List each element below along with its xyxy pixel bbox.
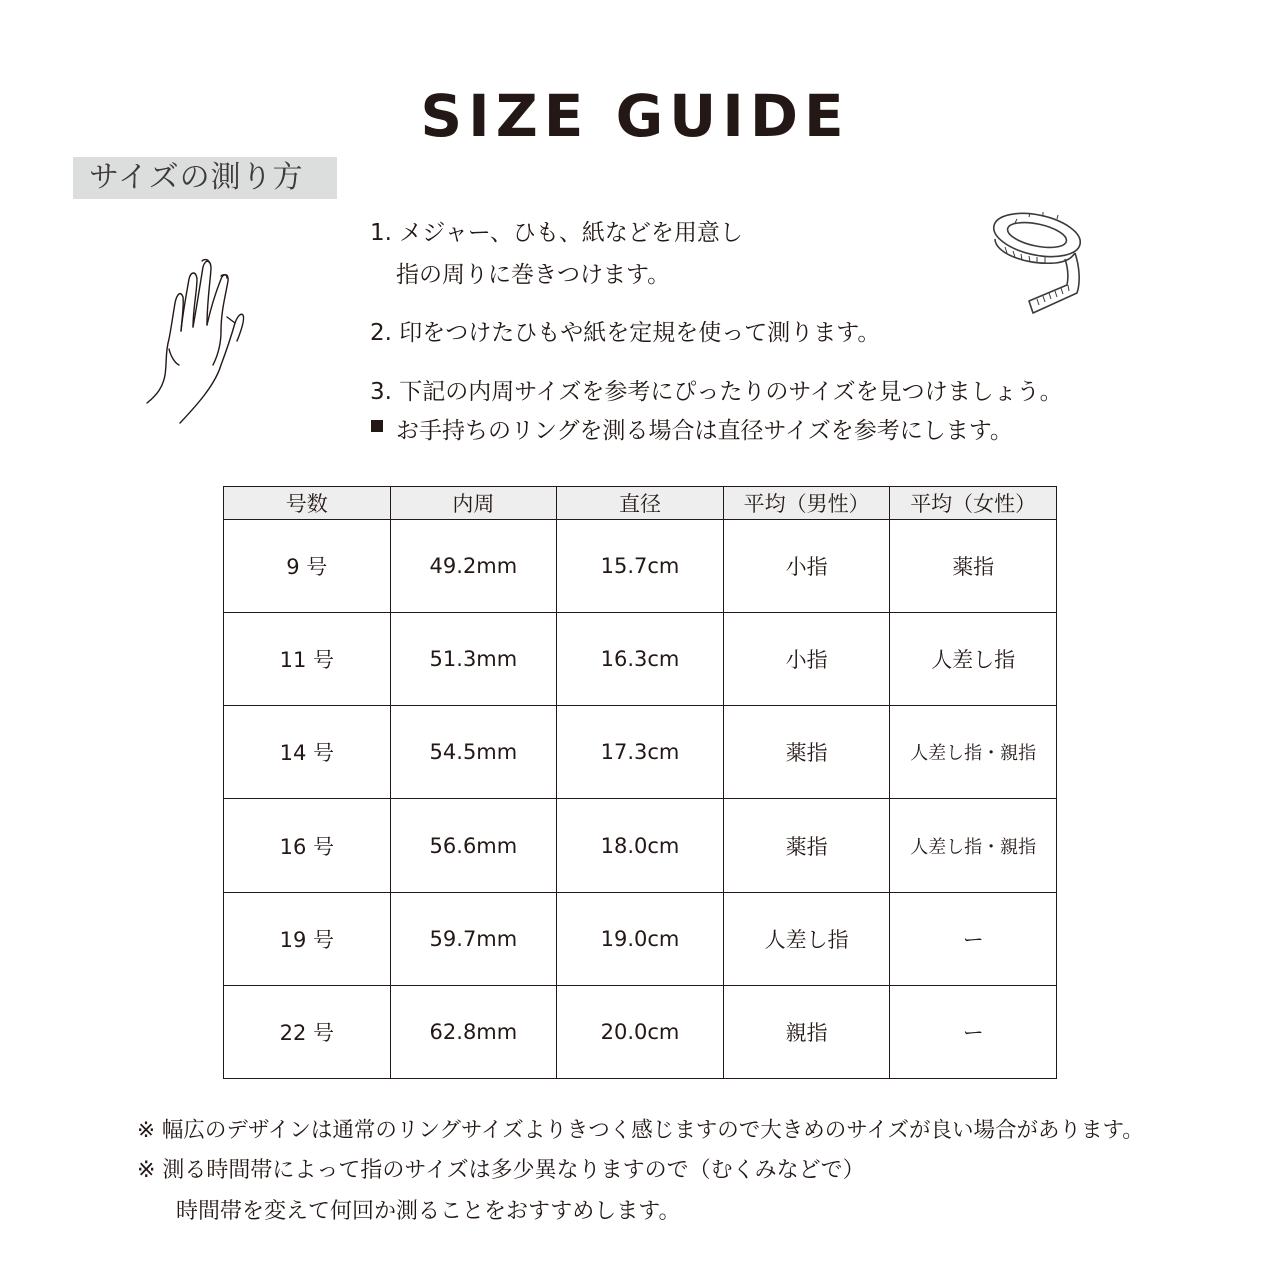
header-size-number: 号数 (224, 487, 391, 520)
table-row (224, 520, 1057, 613)
cell-diameter: 16.3cm (557, 613, 724, 706)
footnote-wide-design: ※ 幅広のデザインは通常のリングサイズよりきつく感じますので大きめのサイズが良い場合があります。 (137, 1118, 1144, 1143)
cell-male-finger: 薬指 (723, 706, 890, 799)
table-row (224, 985, 1057, 1078)
header-diameter: 直径 (557, 487, 724, 520)
header-average-male: 平均（男性） (723, 487, 890, 520)
table-row (224, 706, 1057, 799)
cell-inner-circumference: 49.2mm (390, 520, 557, 613)
cell-male-finger: 親指 (723, 985, 890, 1078)
cell-inner-circumference: 51.3mm (390, 613, 557, 706)
note-text: お手持ちのリングを測る場合は直径サイズを参考にします。 (396, 418, 1013, 444)
cell-inner-circumference: 54.5mm (390, 706, 557, 799)
step-1-text: 1. メジャー、ひも、紙などを用意し (370, 220, 743, 246)
cell-size: 22 号 (224, 985, 391, 1078)
table-header-row (224, 487, 1057, 520)
cell-diameter: 20.0cm (557, 985, 724, 1078)
cell-female-finger: 薬指 (890, 520, 1057, 613)
table-row (224, 799, 1057, 892)
square-bullet-icon (371, 420, 383, 432)
cell-female-finger: 人差し指・親指 (890, 706, 1057, 799)
cell-male-finger: 小指 (723, 520, 890, 613)
cell-diameter: 18.0cm (557, 799, 724, 892)
cell-diameter: 15.7cm (557, 520, 724, 613)
cell-female-finger: ー (890, 892, 1057, 985)
step-2-text: 2. 印をつけたひもや紙を定規を使って測ります。 (370, 320, 881, 346)
cell-size: 16 号 (224, 799, 391, 892)
cell-female-finger: 人差し指 (890, 613, 1057, 706)
cell-diameter: 17.3cm (557, 706, 724, 799)
cell-size: 9 号 (224, 520, 391, 613)
cell-size: 19 号 (224, 892, 391, 985)
cell-female-finger: 人差し指・親指 (890, 799, 1057, 892)
tape-measure-icon (985, 205, 1090, 320)
footnote-time-of-day: ※ 測る時間帯によって指のサイズは多少異なりますので（むくみなどで） (137, 1158, 865, 1183)
cell-male-finger: 小指 (723, 613, 890, 706)
step-1-continued-text: 指の周りに巻きつけます。 (396, 262, 671, 288)
cell-diameter: 19.0cm (557, 892, 724, 985)
cell-inner-circumference: 56.6mm (390, 799, 557, 892)
size-table (223, 486, 1057, 1079)
header-inner-circumference: 内周 (390, 487, 557, 520)
hand-icon (135, 245, 250, 425)
header-average-female: 平均（女性） (890, 487, 1057, 520)
cell-male-finger: 人差し指 (723, 892, 890, 985)
cell-inner-circumference: 62.8mm (390, 985, 557, 1078)
table-row (224, 892, 1057, 985)
cell-size: 11 号 (224, 613, 391, 706)
cell-size: 14 号 (224, 706, 391, 799)
cell-male-finger: 薬指 (723, 799, 890, 892)
section-label: サイズの測り方 (73, 157, 337, 199)
cell-female-finger: ー (890, 985, 1057, 1078)
footnote-time-of-day-continued: 時間帯を変えて何回か測ることをおすすめします。 (176, 1199, 681, 1224)
cell-inner-circumference: 59.7mm (390, 892, 557, 985)
step-3-text: 3. 下記の内周サイズを参考にぴったりのサイズを見つけましょう。 (370, 379, 1063, 405)
page-title: SIZE GUIDE (420, 82, 850, 150)
table-row (224, 613, 1057, 706)
